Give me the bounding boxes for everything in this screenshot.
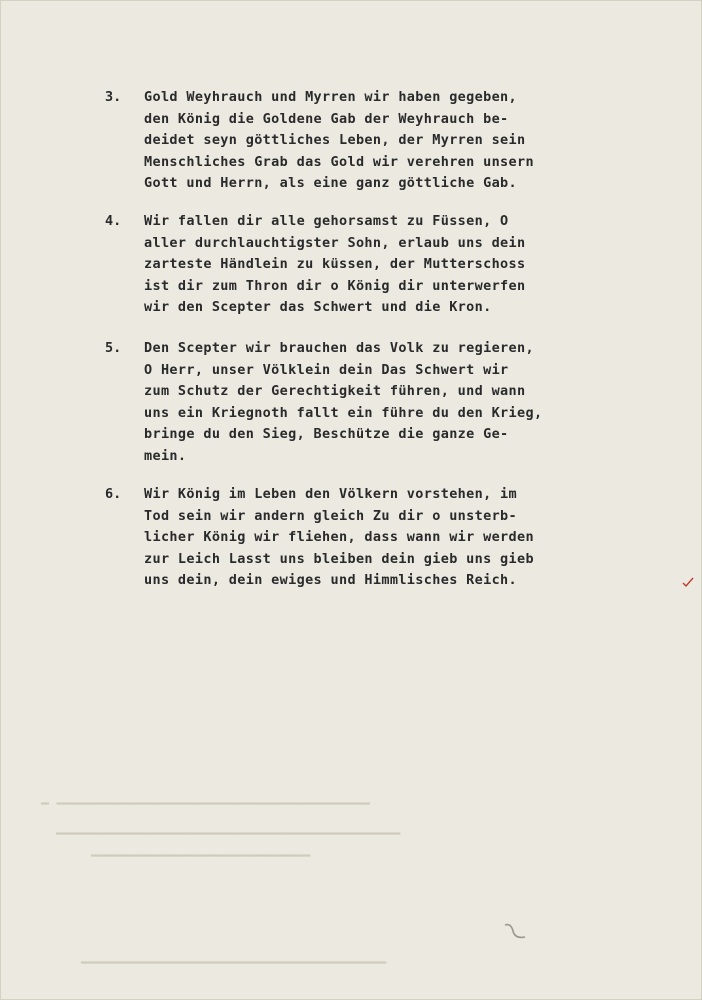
verse-line: Gott und Herrn, als eine ganz göttliche Gab.	[144, 175, 518, 192]
verse-line: zarteste Händlein zu küssen, der Mutterschoss	[144, 256, 526, 273]
verse-line: den König die Goldene Gab der Weyhrauch be-	[144, 110, 509, 127]
verse-line: Tod sein wir andern gleich Zu dir o unsterb-	[144, 507, 518, 524]
correction-check-icon	[681, 575, 695, 589]
verse-line: bringe du den Sieg, Beschütze die ganze Ge-	[144, 426, 509, 443]
verse-text	[144, 338, 542, 468]
verse-line: Menschliches Grab das Gold wir verehren unsern	[144, 153, 534, 170]
verse-line: ist dir zum Thron dir o König dir unterwerfen	[144, 277, 526, 294]
verse-line: zum Schutz der Gerechtigkeit führen, und wann	[144, 383, 526, 400]
verse-line: aller durchlauchtigster Sohn, erlaub uns dein	[144, 234, 526, 251]
verse-line: Den Scepter wir brauchen das Volk zu regieren,	[144, 340, 534, 356]
verse-line: wir den Scepter das Schwert und die Kron.	[144, 299, 492, 316]
verse-line: mein.	[144, 447, 187, 464]
bleed-through-texture: ━━━━━━━━━━━━━━━━━━━━━━━━━━━━━━━━━━━━━━━━━━━━	[56, 827, 401, 842]
pencil-mark-icon	[501, 921, 531, 943]
verse-line: Wir König im Leben den Völkern vorstehen, im	[144, 486, 518, 502]
verse-number: 4.	[105, 213, 122, 229]
verse-line: Gold Weyhrauch und Myrren wir haben gegeben,	[144, 89, 518, 105]
bleed-through-texture: ━━━━━━━━━━━━━━━━━━━━━━━━━━━━	[91, 849, 311, 864]
verse-line: uns dein, dein ewiges und Himmlisches Reich.	[144, 572, 518, 589]
verse-line: uns ein Kriegnoth fallt ein führe du den Krieg,	[144, 404, 543, 421]
verse-text	[144, 211, 526, 319]
verse-line: zur Leich Lasst uns bleiben dein gieb uns gieb	[144, 550, 534, 567]
verse-text	[144, 484, 534, 592]
verse-line: Wir fallen dir alle gehorsamst zu Füssen, O	[144, 213, 509, 229]
bleed-through-texture: ━ ━━━━━━━━━━━━━━━━━━━━━━━━━━━━━━━━━━━━━━━━	[41, 797, 370, 812]
verse-line: licher König wir fliehen, dass wann wir werden	[144, 529, 534, 546]
verse-number: 6.	[105, 486, 122, 502]
verse-text	[144, 87, 534, 195]
verse-line: deidet seyn göttliches Leben, der Myrren sein	[144, 132, 526, 149]
verse-number: 3.	[105, 89, 122, 105]
verse-line: O Herr, unser Völklein dein Das Schwert wir	[144, 361, 509, 378]
bleed-through-texture: ━━━━━━━━━━━━━━━━━━━━━━━━━━━━━━━━━━━━━━━	[81, 956, 387, 971]
verse-number: 5.	[105, 340, 122, 356]
